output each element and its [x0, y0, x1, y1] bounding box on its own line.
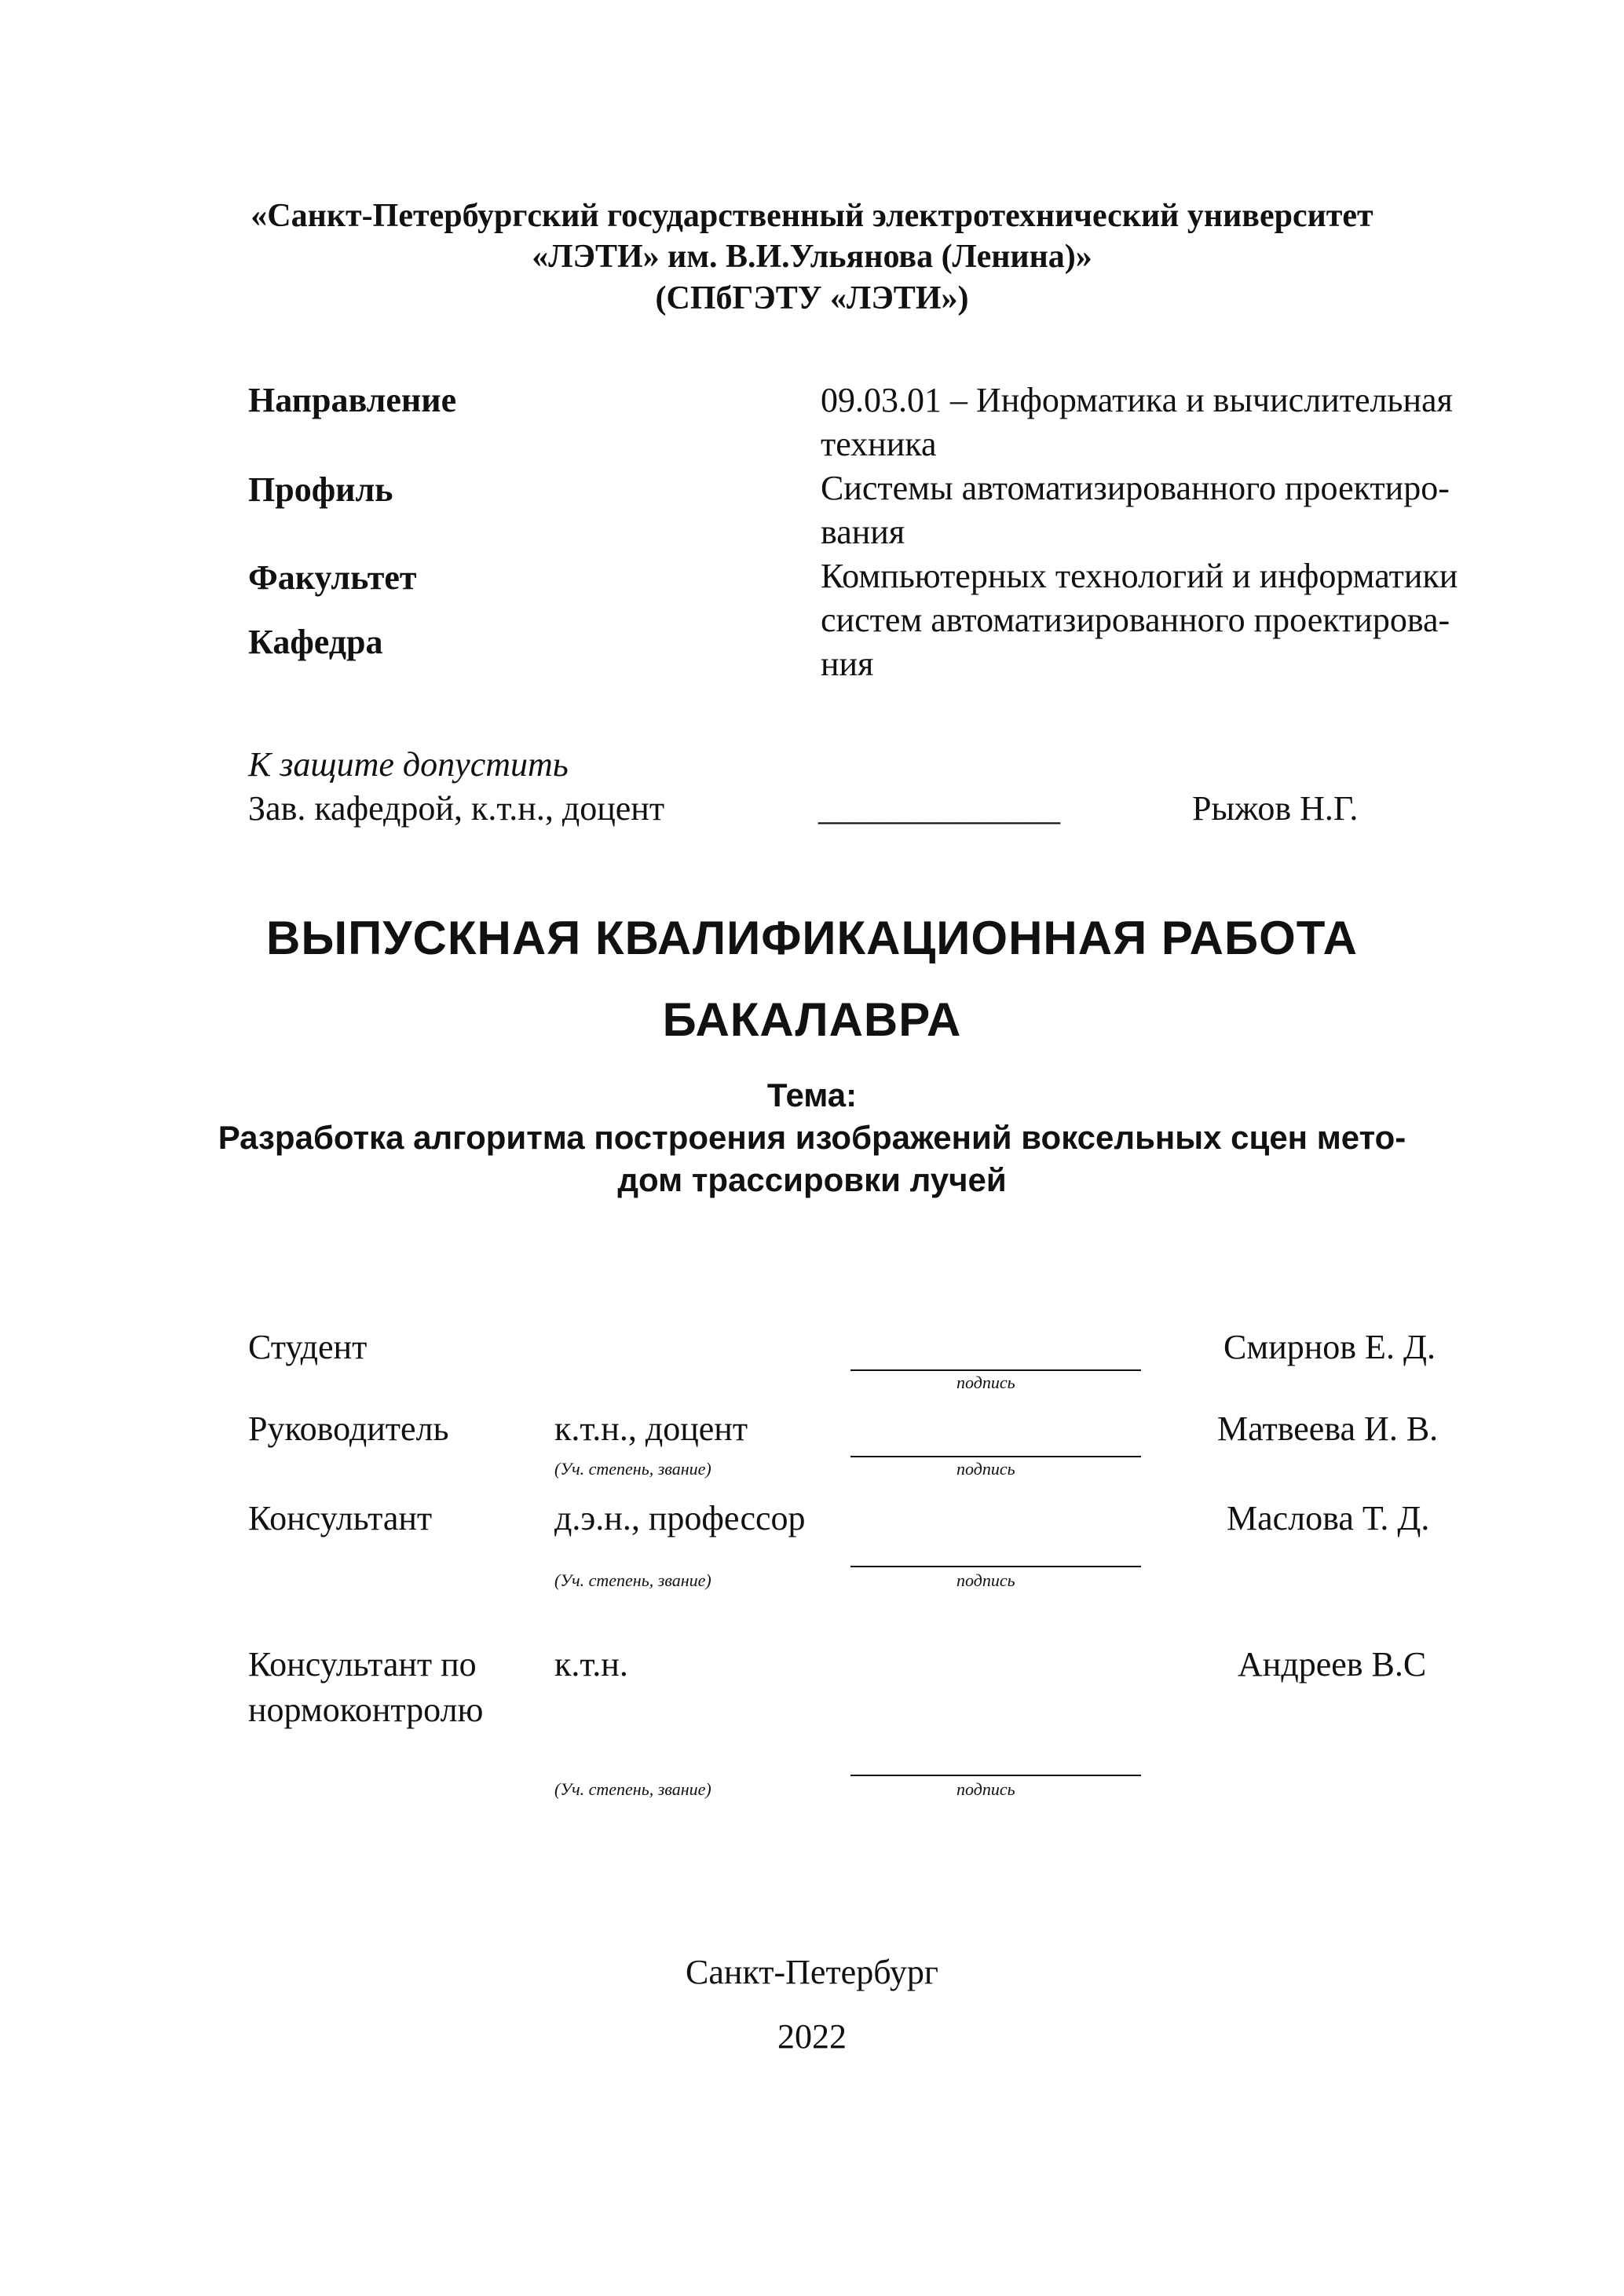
university-name-line-2: «ЛЭТИ» им. В.И.Ульянова (Ленина)»: [532, 239, 1092, 275]
student-signature-caption: подпись: [956, 1373, 1015, 1392]
norm-consultant-signature-line: [850, 1775, 1141, 1776]
department-head-position: Зав. кафедрой, к.т.н., доцент: [248, 789, 665, 828]
norm-consultant-name: Андреев В.С: [1238, 1645, 1427, 1684]
faculty-label: Факультет: [248, 558, 417, 597]
norm-consultant-role-line-1: Консультант по: [248, 1645, 477, 1684]
faculty-value: Компьютерных технологий и информатики: [821, 557, 1458, 595]
consultant-signature-caption: подпись: [956, 1570, 1015, 1590]
city: Санкт-Петербург: [686, 1953, 938, 1991]
norm-consultant-role-line-2: нормоконтролю: [248, 1691, 484, 1729]
norm-consultant-degree-caption: (Уч. степень, звание): [554, 1779, 711, 1799]
direction-value-line-1: 09.03.01 – Информатика и вычислительная: [821, 381, 1453, 419]
norm-consultant-signature-caption: подпись: [956, 1779, 1015, 1799]
student-signature-line: [850, 1369, 1141, 1371]
university-name-line-1: «Санкт-Петербургский государственный электротехнический университет: [251, 198, 1373, 234]
direction-label: Направление: [248, 381, 457, 419]
supervisor-role: Руководитель: [248, 1409, 449, 1448]
norm-consultant-degree: к.т.н.: [554, 1645, 628, 1684]
supervisor-signature-caption: подпись: [956, 1459, 1015, 1479]
supervisor-signature-line: [850, 1456, 1141, 1457]
admission-note: К защите допустить: [248, 745, 569, 784]
supervisor-degree-caption: (Уч. степень, звание): [554, 1459, 711, 1479]
document-title-line-2: БАКАЛАВРА: [662, 993, 962, 1046]
topic-line-2: дом трассировки лучей: [617, 1161, 1007, 1198]
student-name: Смирнов Е. Д.: [1223, 1328, 1436, 1366]
profile-value-line-2: вания: [821, 513, 905, 551]
consultant-degree-caption: (Уч. степень, звание): [554, 1570, 711, 1590]
consultant-role: Консультант: [248, 1499, 433, 1537]
department-head-name: Рыжов Н.Г.: [1192, 789, 1359, 828]
document-title-line-1: ВЫПУСКНАЯ КВАЛИФИКАЦИОННАЯ РАБОТА: [266, 912, 1358, 964]
department-head-signature-blank: ______________: [818, 789, 1060, 828]
department-value-line-2: ния: [821, 645, 874, 683]
department-value-line-1: систем автоматизированного проектирова-: [821, 601, 1450, 639]
consultant-degree: д.э.н., профессор: [554, 1499, 806, 1537]
year: 2022: [777, 2017, 847, 2056]
topic-label: Тема:: [766, 1077, 858, 1113]
university-abbreviation: (СПбГЭТУ «ЛЭТИ»): [655, 280, 969, 316]
department-label: Кафедра: [248, 623, 383, 661]
topic-line-1: Разработка алгоритма построения изображений воксельных сцен мето-: [218, 1119, 1406, 1156]
direction-value-line-2: техника: [821, 425, 937, 463]
consultant-name: Маслова Т. Д.: [1227, 1499, 1430, 1537]
supervisor-name: Матвеева И. В.: [1217, 1409, 1439, 1448]
consultant-signature-line: [850, 1566, 1141, 1567]
supervisor-degree: к.т.н., доцент: [554, 1409, 748, 1448]
profile-value-line-1: Системы автоматизированного проектиро-: [821, 469, 1450, 507]
student-role: Студент: [248, 1328, 368, 1366]
profile-label: Профиль: [248, 470, 393, 509]
